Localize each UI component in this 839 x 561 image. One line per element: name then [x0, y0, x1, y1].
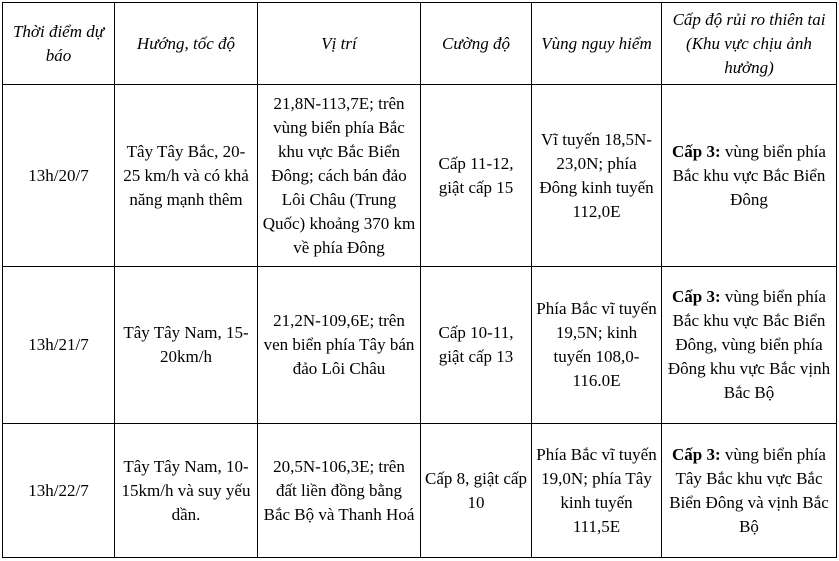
cell-direction: Tây Tây Bắc, 20-25 km/h và có khả năng mạnh thêm — [115, 85, 258, 267]
cell-time: 13h/22/7 — [3, 424, 115, 558]
cell-position: 21,8N-113,7E; trên vùng biển phía Bắc khu vực Bắc Biển Đông; cách bán đảo Lôi Châu (Trung Quốc) khoảng 370 km về phía Đông — [258, 85, 421, 267]
cell-position: 21,2N-109,6E; trên ven biển phía Tây bán đảo Lôi Châu — [258, 266, 421, 424]
table-row — [3, 266, 837, 424]
header-position: Vị trí — [258, 3, 421, 85]
cell-direction: Tây Tây Nam, 10-15km/h và suy yếu dần. — [115, 424, 258, 558]
cell-danger-zone: Phía Bắc vĩ tuyến 19,0N; phía Tây kinh tuyến 111,5E — [532, 424, 662, 558]
cell-position: 20,5N-106,3E; trên đất liền đồng bằng Bắc Bộ và Thanh Hoá — [258, 424, 421, 558]
storm-forecast-table — [2, 2, 837, 558]
cell-risk — [662, 266, 837, 424]
cell-risk — [662, 85, 837, 267]
cell-intensity: Cấp 11-12, giật cấp 15 — [421, 85, 532, 267]
risk-area-text: vùng biển phía Bắc khu vực Bắc Biển Đông — [672, 141, 826, 209]
cell-danger-zone: Phía Bắc vĩ tuyến 19,5N; kinh tuyến 108,0-116.0E — [532, 266, 662, 424]
cell-time: 13h/20/7 — [3, 85, 115, 267]
cell-risk — [662, 424, 837, 558]
header-danger-zone: Vùng nguy hiểm — [532, 3, 662, 85]
cell-intensity: Cấp 10-11, giật cấp 13 — [421, 266, 532, 424]
risk-level-label: Cấp 3: — [672, 287, 721, 307]
header-time: Thời điểm dự báo — [3, 3, 115, 85]
cell-danger-zone: Vĩ tuyến 18,5N-23,0N; phía Đông kinh tuyến 112,0E — [532, 85, 662, 267]
cell-intensity: Cấp 8, giật cấp 10 — [421, 424, 532, 558]
header-risk-level: Cấp độ rủi ro thiên tai (Khu vực chịu ảnh hưởng) — [662, 3, 837, 85]
table-row — [3, 85, 837, 267]
cell-time: 13h/21/7 — [3, 266, 115, 424]
header-direction: Hướng, tốc độ — [115, 3, 258, 85]
cell-direction: Tây Tây Nam, 15-20km/h — [115, 266, 258, 424]
risk-area-text: vùng biển phía Tây Bắc khu vực Bắc Biển Đông và vịnh Bắc Bộ — [669, 444, 829, 536]
risk-area-text: vùng biển phía Bắc khu vực Bắc Biển Đông, vùng biển phía Đông khu vực Bắc vịnh Bắc Bộ — [667, 287, 831, 403]
risk-level-label: Cấp 3: — [672, 444, 721, 464]
table-header-row — [3, 3, 837, 85]
header-intensity: Cường độ — [421, 3, 532, 85]
table-row — [3, 424, 837, 558]
risk-level-label: Cấp 3: — [672, 141, 721, 161]
